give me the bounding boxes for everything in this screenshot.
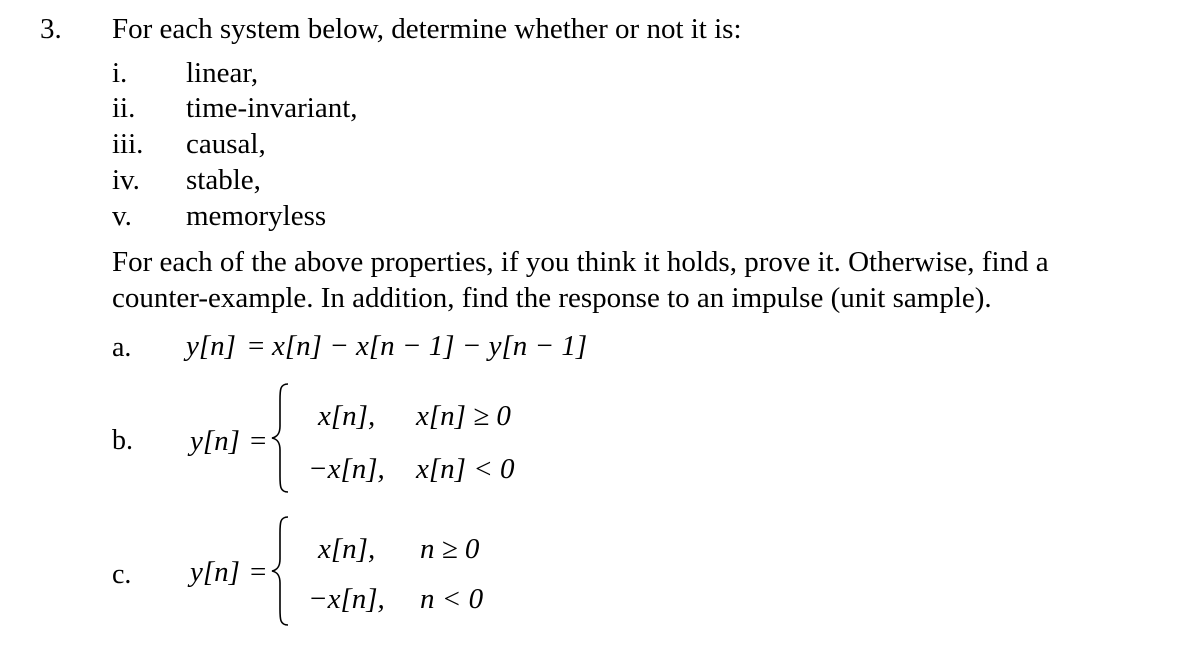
property-marker: iii. [112,128,144,160]
problem-intro: For each system below, determine whether or not it is: [112,13,742,45]
part-b-lhs: y[n] [190,425,240,457]
part-b-case1-cond: x[n] ≥ 0 [416,400,511,432]
property-marker: i. [112,57,128,89]
property-marker: iv. [112,164,140,196]
part-c-case2-expr: −x[n], [308,583,385,615]
left-brace-icon [268,515,292,627]
part-b-equals: = [250,425,267,457]
part-b-case2-expr: −x[n], [308,453,385,485]
left-brace-icon [268,382,292,494]
part-a-equals: = [248,330,265,362]
property-text-time-invariant: time-invariant, [186,92,358,124]
part-c-case2-cond: n < 0 [420,583,484,615]
part-c-lhs: y[n] [190,556,240,588]
property-marker: ii. [112,92,136,124]
property-text-memoryless: memoryless [186,200,327,232]
part-b-label: b. [112,425,133,456]
part-c-case1-expr: x[n], [318,533,376,565]
part-b-case2-cond: x[n] < 0 [416,453,515,485]
problem-number: 3. [40,13,62,45]
part-c-label: c. [112,559,132,590]
part-b-case1-expr: x[n], [318,400,376,432]
property-text-causal: causal, [186,128,266,160]
instruction-line-1: For each of the above properties, if you think it holds, prove it. Otherwise, find a [112,246,1049,278]
part-c-equals: = [250,556,267,588]
property-marker: v. [112,200,132,232]
part-c-case1-cond: n ≥ 0 [420,533,480,565]
property-text-linear: linear, [186,57,259,89]
part-a-rhs: x[n] − x[n − 1] − y[n − 1] [272,330,588,362]
property-text-stable: stable, [186,164,261,196]
instruction-line-2: counter-example. In addition, find the response to an impulse (unit sample). [112,282,992,314]
part-a-label: a. [112,332,132,363]
part-a-lhs: y[n] [186,330,236,362]
